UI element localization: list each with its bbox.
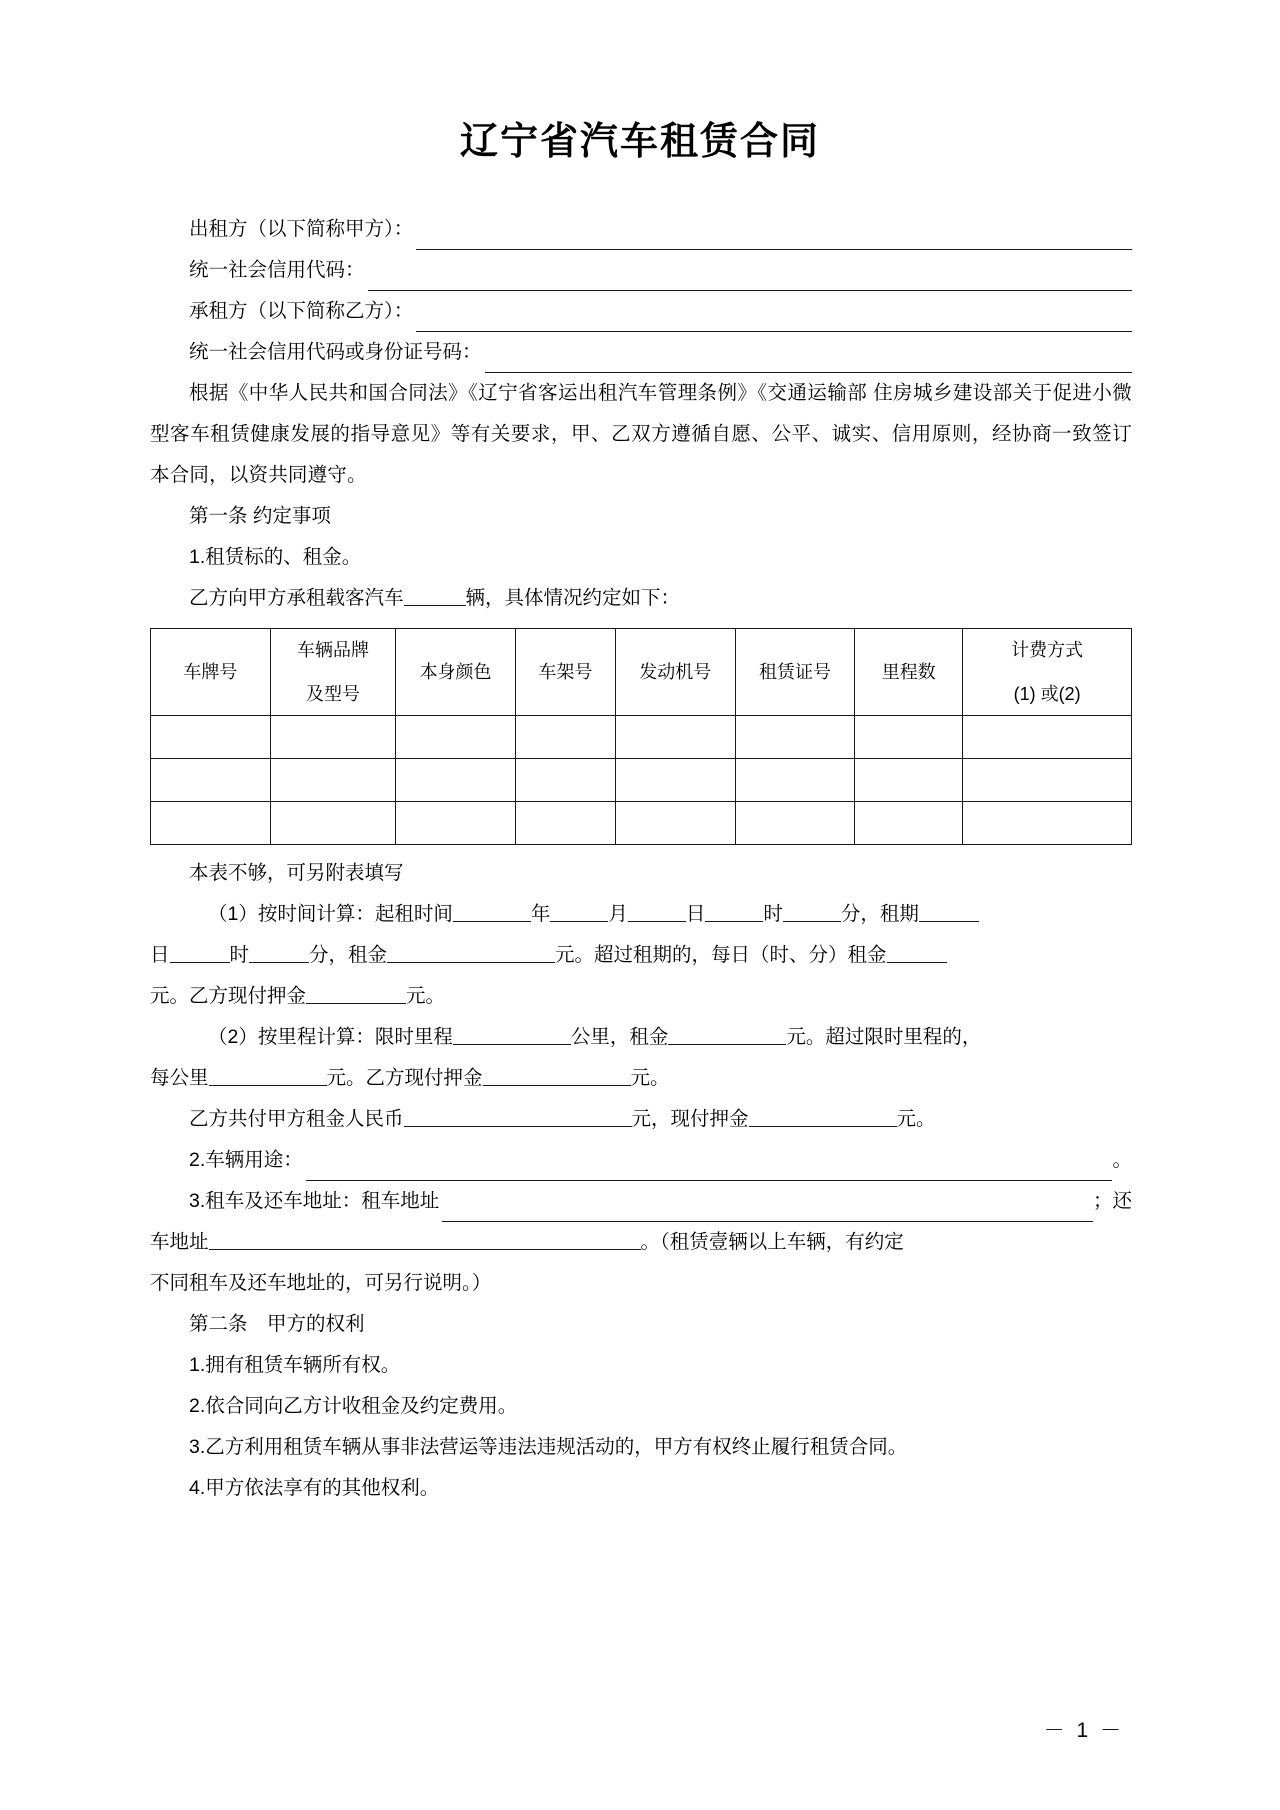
field-lessor-credit-code-input[interactable] <box>368 265 1132 291</box>
col-billing-method-line1: 计费方式 <box>1011 640 1084 661</box>
cell-mileage[interactable] <box>855 716 963 759</box>
lease-intro-text-1: 乙方向甲方承租载客汽车 <box>189 587 404 610</box>
total-rent-blank[interactable] <box>404 1104 632 1127</box>
field-lessor[interactable] <box>150 209 1132 250</box>
field-lessee-label: 承租方（以下简称乙方）： <box>189 300 414 323</box>
col-brand-model-line1: 车辆品牌 <box>296 640 369 661</box>
method2-limit-mileage-blank[interactable] <box>453 1022 571 1045</box>
field-lessor-input[interactable] <box>416 224 1132 250</box>
page-title: 辽宁省汽车租赁合同 <box>459 121 820 163</box>
field-vehicle-use[interactable] <box>150 1140 1132 1181</box>
preamble-paragraph: 根据《中华人民共和国合同法》《辽宁省客运出租汽车管理条例》《交通运输部 住房城乡建设部关于促进小微型客车租赁健康发展的指导意见》等有关要求，甲、乙双方遵循自愿、公平、诚实、信用原则，经协商一致签订本合同，以资共同遵守。 <box>150 382 1132 487</box>
method1-minute-blank[interactable] <box>783 899 841 922</box>
method2-label: （2）按里程计算：限时里程 <box>208 1026 453 1049</box>
cell-plate-number[interactable] <box>151 716 271 759</box>
method1-month-blank[interactable] <box>550 899 608 922</box>
cell-body-color[interactable] <box>396 716 516 759</box>
method1-deposit-label: 元。乙方现付押金 <box>150 985 307 1008</box>
method1-rent-label: 分，租金 <box>309 944 388 967</box>
field-address-separator: ；还 <box>1092 1190 1132 1213</box>
article-two-item-1: 1.拥有租赁车辆所有权。 <box>189 1354 401 1377</box>
vehicle-table-wrapper <box>150 628 1132 845</box>
col-brand-model <box>270 629 396 716</box>
col-billing-method-line2: (1) 或(2) <box>1013 684 1081 705</box>
cell-engine-number[interactable] <box>615 716 735 759</box>
cell-vin[interactable] <box>515 759 615 802</box>
cell-body-color[interactable] <box>396 759 516 802</box>
method1-line3 <box>150 976 1132 1017</box>
method1-day-blank[interactable] <box>628 899 686 922</box>
field-lessee[interactable] <box>150 291 1132 332</box>
table-row[interactable] <box>151 802 1132 845</box>
method2-line1 <box>150 1017 1132 1058</box>
table-note: 本表不够，可另附表填写 <box>189 862 404 885</box>
method1-rent-amount-blank[interactable] <box>387 940 555 963</box>
total-unit: 元。 <box>896 1108 936 1131</box>
method1-term-label: 分，租期 <box>840 903 919 926</box>
article-one-heading: 第一条 约定事项 <box>189 505 331 528</box>
cell-billing-method[interactable] <box>963 759 1132 802</box>
method2-over-label: 元。超过限时里程的， <box>786 1026 982 1049</box>
article-two-item-4: 4.甲方依法享有的其他权利。 <box>189 1477 440 1500</box>
field-return-address-input[interactable] <box>209 1227 641 1250</box>
col-vin: 车架号 <box>515 629 615 716</box>
cell-lease-certificate-number[interactable] <box>735 716 855 759</box>
col-lease-certificate-number: 租赁证号 <box>735 629 855 716</box>
method1-hour-blank[interactable] <box>705 899 763 922</box>
lease-intro-text-2: 辆，具体情况约定如下： <box>465 587 681 610</box>
spacer <box>150 845 1132 853</box>
cell-lease-certificate-number[interactable] <box>735 759 855 802</box>
col-engine-number: 发动机号 <box>615 629 735 716</box>
cell-plate-number[interactable] <box>151 759 271 802</box>
total-rent-label: 乙方共付甲方租金人民币 <box>189 1108 404 1131</box>
cell-billing-method[interactable] <box>963 716 1132 759</box>
document-body <box>0 167 1280 1509</box>
method1-deposit-blank[interactable] <box>306 981 406 1004</box>
method1-deposit-unit: 元。 <box>406 985 446 1008</box>
table-row[interactable] <box>151 759 1132 802</box>
method1-year-unit: 年 <box>530 903 551 926</box>
field-vehicle-use-input[interactable] <box>306 1155 1113 1181</box>
field-lessor-credit-code-label: 统一社会信用代码： <box>189 259 365 282</box>
method2-per-km-blank[interactable] <box>209 1063 327 1086</box>
article-two-heading: 第二条 甲方的权利 <box>189 1313 365 1336</box>
method1-label: （1）按时间计算：起租时间 <box>208 903 453 926</box>
cell-brand-model[interactable] <box>270 716 396 759</box>
page-footer: － 1 － <box>1043 1719 1124 1742</box>
field-lessee-credit-code[interactable] <box>150 332 1132 373</box>
field-pickup-address-label: 3.租车及还车地址：租车地址 <box>189 1190 440 1213</box>
method1-overdue-rent-blank[interactable] <box>887 940 947 963</box>
article-two-item-3: 3.乙方利用租赁车辆从事非法营运等违法违规活动的，甲方有权终止履行租赁合同。 <box>189 1436 908 1459</box>
method1-day-unit: 日 <box>685 903 706 926</box>
cell-plate-number[interactable] <box>151 802 271 845</box>
field-lessee-input[interactable] <box>416 306 1132 332</box>
cell-body-color[interactable] <box>396 802 516 845</box>
field-lessor-label: 出租方（以下简称甲方）： <box>189 218 414 241</box>
field-return-address-line <box>150 1222 1132 1263</box>
vehicle-table-body <box>151 716 1132 845</box>
total-deposit-label: 元，现付押金 <box>631 1108 749 1131</box>
cell-brand-model[interactable] <box>270 759 396 802</box>
total-deposit-blank[interactable] <box>749 1104 897 1127</box>
method2-line2 <box>150 1058 1132 1099</box>
field-pickup-address[interactable] <box>150 1181 1132 1222</box>
col-mileage: 里程数 <box>855 629 963 716</box>
field-return-address-label: 车地址 <box>150 1231 209 1254</box>
article-one-item1-title: 1.租赁标的、租金。 <box>189 546 362 569</box>
method2-rent-label: 公里，租金 <box>570 1026 669 1049</box>
col-body-color: 本身颜色 <box>396 629 516 716</box>
field-vehicle-use-label: 2.车辆用途： <box>189 1149 303 1172</box>
method2-rent-amount-blank[interactable] <box>668 1022 786 1045</box>
field-vehicle-use-period: 。 <box>1112 1149 1132 1172</box>
method1-term-day-unit: 日 <box>150 944 170 967</box>
cell-vin[interactable] <box>515 716 615 759</box>
vehicle-table-header-row <box>151 629 1132 716</box>
field-return-address-note: 。（租赁壹辆以上车辆，有约定 <box>640 1231 904 1254</box>
cell-brand-model[interactable] <box>270 802 396 845</box>
cell-vin[interactable] <box>515 802 615 845</box>
method1-month-unit: 月 <box>608 903 628 926</box>
field-lessee-credit-code-label: 统一社会信用代码或身份证号码： <box>189 341 482 364</box>
col-brand-model-line2: 及型号 <box>305 684 360 705</box>
method1-start-year-blank[interactable] <box>453 899 531 922</box>
cell-mileage[interactable] <box>855 802 963 845</box>
method2-deposit-blank[interactable] <box>483 1063 631 1086</box>
cell-lease-certificate-number[interactable] <box>735 802 855 845</box>
address-note-line: 不同租车及还车地址的，可另行说明。） <box>150 1272 492 1295</box>
method1-line2 <box>150 935 1132 976</box>
field-lessee-credit-code-input[interactable] <box>485 347 1132 373</box>
method2-per-km-label: 每公里 <box>150 1067 209 1090</box>
method1-overdue-label: 元。超过租期的，每日（时、分）租金 <box>555 944 887 967</box>
method1-term-hours-blank[interactable] <box>170 940 230 963</box>
lease-intro-line <box>150 578 1132 619</box>
cell-engine-number[interactable] <box>615 802 735 845</box>
table-row[interactable] <box>151 716 1132 759</box>
lease-vehicle-count-blank[interactable] <box>404 583 466 606</box>
field-pickup-address-input[interactable] <box>442 1196 1093 1222</box>
field-lessor-credit-code[interactable] <box>150 250 1132 291</box>
cell-mileage[interactable] <box>855 759 963 802</box>
method1-hour-unit: 时 <box>763 903 783 926</box>
cell-billing-method[interactable] <box>963 802 1132 845</box>
cell-engine-number[interactable] <box>615 759 735 802</box>
vehicle-table <box>150 628 1132 845</box>
method2-deposit-label: 元。乙方现付押金 <box>326 1067 483 1090</box>
method1-line1 <box>150 894 1132 935</box>
col-billing-method <box>963 629 1132 716</box>
total-line <box>150 1099 1132 1140</box>
article-two-item-2: 2.依合同向乙方计收租金及约定费用。 <box>189 1395 518 1418</box>
method1-term-days-blank[interactable] <box>919 899 979 922</box>
col-plate-number: 车牌号 <box>151 629 271 716</box>
method1-term-hour-unit: 时 <box>229 944 250 967</box>
method1-term-minutes-blank[interactable] <box>249 940 309 963</box>
method2-deposit-unit: 元。 <box>630 1067 670 1090</box>
